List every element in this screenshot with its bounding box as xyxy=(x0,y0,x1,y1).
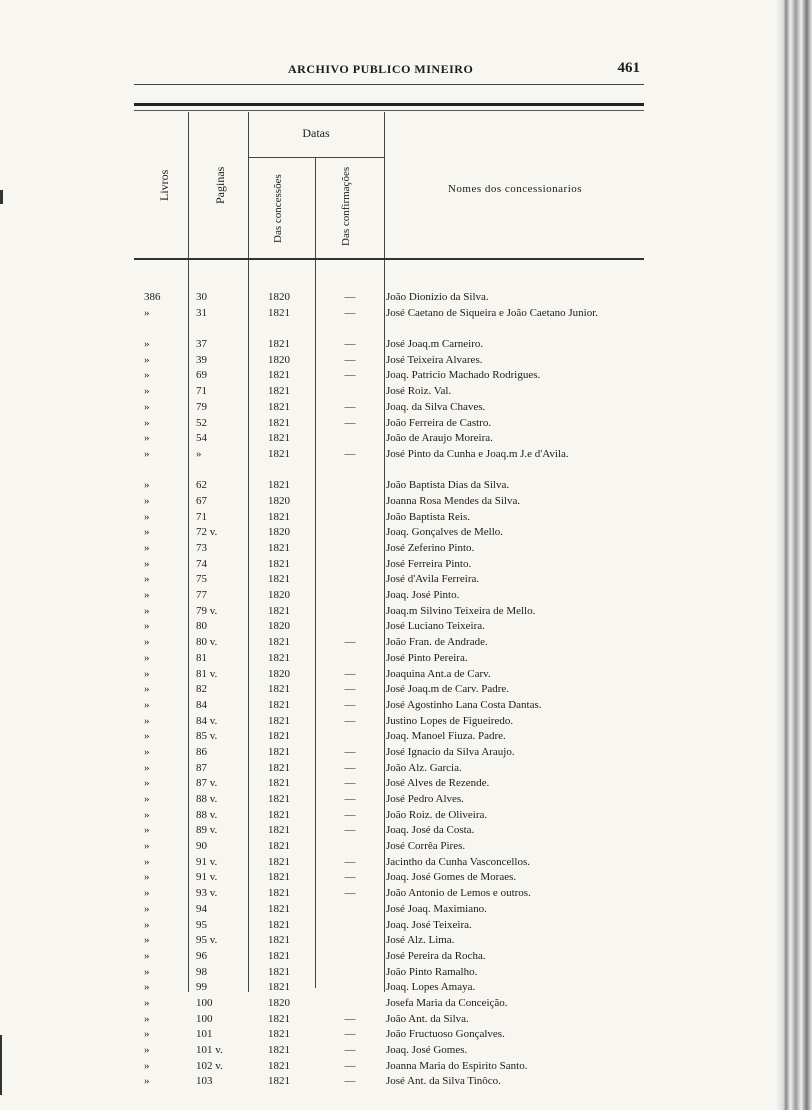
cell-pagina: 100 xyxy=(196,996,213,1009)
table-row xyxy=(140,494,660,510)
cell-livro: » xyxy=(144,526,150,539)
cell-nome: Joaq. Lopes Amaya. xyxy=(386,981,476,994)
cell-concessao: 1820 xyxy=(268,353,290,366)
cell-nome: João Dionizio da Silva. xyxy=(386,291,489,303)
cell-livro: » xyxy=(144,385,150,398)
cell-livro: » xyxy=(144,1044,150,1057)
cell-concessao: 1821 xyxy=(268,855,290,868)
cell-pagina: 100 xyxy=(196,1012,213,1025)
cell-livro: » xyxy=(144,996,150,1009)
cell-livro: » xyxy=(144,306,150,319)
cell-pagina: 89 v. xyxy=(196,824,218,837)
cell-livro: » xyxy=(144,400,150,413)
cell-concessao: 1821 xyxy=(268,683,290,696)
table-header-rule xyxy=(134,258,644,260)
table-row xyxy=(140,1074,660,1090)
cell-livro: » xyxy=(144,761,150,774)
cell-nome: João Alz. Garcia. xyxy=(386,761,462,774)
cell-pagina: 81 xyxy=(196,651,207,664)
cell-nome: José Agostinho Lana Costa Dantas. xyxy=(386,698,542,711)
cell-livro: » xyxy=(144,714,150,727)
cell-pagina: 79 xyxy=(196,400,207,413)
cell-concessao: 1820 xyxy=(268,494,290,507)
table-row xyxy=(140,776,660,792)
cell-nome: José Caetano de Siqueira e João Caetano Junior. xyxy=(386,306,599,319)
table-row xyxy=(140,698,660,714)
cell-livro: » xyxy=(144,887,150,900)
cell-concessao: 1821 xyxy=(268,761,290,774)
cell-concessao: 1821 xyxy=(268,400,290,413)
table-row xyxy=(140,541,660,557)
cell-livro: » xyxy=(144,510,150,523)
cell-nome: José Roiz. Val. xyxy=(386,385,452,398)
cell-nome: Joaq.m Silvino Teixeira de Mello. xyxy=(386,604,536,617)
cell-livro: » xyxy=(144,793,150,806)
cell-confirmacao: — xyxy=(344,416,356,429)
cell-concessao: 1820 xyxy=(268,996,290,1009)
cell-nome: José Pinto Pereira. xyxy=(386,651,468,664)
cell-livro: » xyxy=(144,1075,150,1088)
table-row xyxy=(140,431,660,447)
cell-livro: » xyxy=(144,338,150,351)
cell-livro: » xyxy=(144,840,150,853)
cell-confirmacao: — xyxy=(344,400,356,413)
table-row xyxy=(140,619,660,635)
cell-livro: » xyxy=(144,432,150,445)
cell-pagina: 54 xyxy=(196,432,207,445)
cell-concessao: 1821 xyxy=(268,573,290,586)
cell-livro: » xyxy=(144,604,150,617)
cell-nome: João Ant. da Silva. xyxy=(386,1012,469,1025)
cell-concessao: 1821 xyxy=(268,698,290,711)
header-datas: Datas xyxy=(302,126,330,140)
cell-pagina: 80 v. xyxy=(196,636,218,649)
table-row xyxy=(140,400,660,416)
cell-confirmacao: — xyxy=(344,761,356,774)
cell-livro: » xyxy=(144,589,150,602)
cell-concessao: 1821 xyxy=(268,745,290,758)
cell-livro: » xyxy=(144,651,150,664)
cell-pagina: 39 xyxy=(196,353,207,366)
cell-concessao: 1821 xyxy=(268,887,290,900)
table-row xyxy=(140,588,660,604)
cell-nome: João Baptista Reis. xyxy=(386,510,471,523)
cell-nome: Joaq. José Gomes. xyxy=(386,1044,468,1057)
cell-concessao: 1821 xyxy=(268,965,290,978)
cell-concessao: 1821 xyxy=(268,432,290,445)
cell-pagina: 30 xyxy=(196,291,207,303)
cell-livro: » xyxy=(144,902,150,915)
cell-confirmacao: — xyxy=(344,793,356,806)
header-concessoes: Das concessões xyxy=(272,174,284,244)
cell-concessao: 1821 xyxy=(268,714,290,727)
cell-concessao: 1821 xyxy=(268,1012,290,1025)
cell-concessao: 1821 xyxy=(268,1059,290,1072)
cell-concessao: 1821 xyxy=(268,651,290,664)
cell-pagina: 101 v. xyxy=(196,1044,223,1057)
cell-concessao: 1821 xyxy=(268,808,290,821)
cell-nome: José Teixeira Alvares. xyxy=(386,353,483,366)
table-row xyxy=(140,1043,660,1059)
cell-concessao: 1821 xyxy=(268,510,290,523)
cell-livro: » xyxy=(144,1059,150,1072)
cell-confirmacao: — xyxy=(344,1012,356,1025)
table-top-rule xyxy=(134,103,644,106)
cell-livro: » xyxy=(144,557,150,570)
cell-concessao: 1821 xyxy=(268,840,290,853)
cell-pagina: 95 v. xyxy=(196,934,218,947)
cell-nome: João Antonio de Lemos e outros. xyxy=(386,887,531,900)
table-row xyxy=(140,996,660,1012)
cell-livro: » xyxy=(144,494,150,507)
cell-pagina: 72 v. xyxy=(196,526,218,539)
cell-nome: Joaq. Manoel Fiuza. Padre. xyxy=(386,730,506,743)
table-row xyxy=(140,761,660,777)
cell-livro: » xyxy=(144,730,150,743)
running-head xyxy=(140,62,640,82)
cell-nome: José Joaq.m de Carv. Padre. xyxy=(386,683,510,696)
table-row xyxy=(140,604,660,620)
cell-nome: João Roiz. de Oliveira. xyxy=(386,808,488,821)
table-row xyxy=(140,635,660,651)
table-row xyxy=(140,933,660,949)
cell-pagina: 101 xyxy=(196,1028,213,1041)
cell-livro: » xyxy=(144,981,150,994)
table-row xyxy=(140,557,660,573)
table-row xyxy=(140,572,660,588)
cell-confirmacao: — xyxy=(344,698,356,711)
cell-nome: João de Araujo Moreira. xyxy=(386,432,493,445)
table-row xyxy=(140,510,660,526)
header-livros: Livros xyxy=(157,169,171,201)
cell-nome: João Fructuoso Gonçalves. xyxy=(386,1028,505,1041)
cell-concessao: 1821 xyxy=(268,1028,290,1041)
cell-nome: João Baptista Dias da Silva. xyxy=(386,479,510,492)
table-row xyxy=(140,965,660,981)
margin-mark xyxy=(0,190,3,204)
cell-concessao: 1821 xyxy=(268,542,290,555)
cell-nome: João Ferreira de Castro. xyxy=(386,416,492,429)
cell-nome: José Joaq.m Carneiro. xyxy=(386,338,484,351)
cell-concessao: 1821 xyxy=(268,902,290,915)
table-row xyxy=(140,902,660,918)
cell-nome: José Ant. da Silva Tinôco. xyxy=(386,1075,501,1088)
header-rule xyxy=(134,84,644,85)
book-spine-edge xyxy=(776,0,812,1110)
cell-livro: » xyxy=(144,353,150,366)
cell-concessao: 1820 xyxy=(268,620,290,633)
cell-nome: Joaq. José Pinto. xyxy=(386,589,460,602)
cell-pagina: 96 xyxy=(196,949,207,962)
table-body xyxy=(140,290,660,1090)
cell-livro: » xyxy=(144,965,150,978)
header-confirmacoes: Das confirmações xyxy=(340,166,352,246)
cell-pagina: 73 xyxy=(196,542,207,555)
cell-confirmacao: — xyxy=(344,1044,356,1057)
cell-livro: » xyxy=(144,1012,150,1025)
table-row xyxy=(140,886,660,902)
cell-concessao: 1821 xyxy=(268,793,290,806)
cell-livro: » xyxy=(144,777,150,790)
cell-nome: Joaq. Patricio Machado Rodrigues. xyxy=(386,369,541,382)
cell-livro: » xyxy=(144,667,150,680)
table-row xyxy=(140,1012,660,1028)
cell-nome: José Zeferino Pinto. xyxy=(386,542,475,555)
cell-pagina: 88 v. xyxy=(196,793,218,806)
table-row xyxy=(140,980,660,996)
table-row xyxy=(140,525,660,541)
cell-pagina: 31 xyxy=(196,306,207,319)
table-row xyxy=(140,290,660,306)
cell-concessao: 1820 xyxy=(268,291,290,303)
cell-nome: Joanna Rosa Mendes da Silva. xyxy=(386,494,521,507)
cell-concessao: 1821 xyxy=(268,949,290,962)
cell-confirmacao: — xyxy=(344,683,356,696)
cell-livro: » xyxy=(144,871,150,884)
cell-confirmacao: — xyxy=(344,871,356,884)
cell-concessao: 1821 xyxy=(268,447,290,460)
cell-concessao: 1821 xyxy=(268,1075,290,1088)
cell-pagina: 86 xyxy=(196,745,207,758)
cell-pagina: 81 v. xyxy=(196,667,218,680)
cell-livro: » xyxy=(144,808,150,821)
cell-confirmacao: — xyxy=(344,338,356,351)
table-row xyxy=(140,337,660,353)
table-top-rule-thin xyxy=(134,110,644,111)
cell-concessao: 1821 xyxy=(268,824,290,837)
cell-concessao: 1821 xyxy=(268,730,290,743)
cell-livro: » xyxy=(144,542,150,555)
cell-nome: Joanna Maria do Espirito Santo. xyxy=(386,1059,528,1072)
cell-livro: » xyxy=(144,1028,150,1041)
cell-livro: » xyxy=(144,745,150,758)
cell-nome: Joaq. José da Costa. xyxy=(386,824,475,837)
cell-confirmacao: — xyxy=(344,855,356,868)
cell-nome: João Fran. de Andrade. xyxy=(386,636,488,649)
cell-confirmacao: — xyxy=(344,714,356,727)
cell-pagina: 80 xyxy=(196,620,207,633)
table-row xyxy=(140,353,660,369)
cell-nome: Joaq. da Silva Chaves. xyxy=(386,400,486,413)
cell-nome: José Alves de Rezende. xyxy=(386,777,490,790)
cell-livro: » xyxy=(144,573,150,586)
cell-confirmacao: — xyxy=(344,636,356,649)
cell-livro: » xyxy=(144,934,150,947)
table-row xyxy=(140,855,660,871)
cell-pagina: 87 xyxy=(196,761,207,774)
cell-nome: José Joaq. Maximiano. xyxy=(386,902,487,915)
cell-confirmacao: — xyxy=(344,306,356,319)
cell-confirmacao: — xyxy=(344,667,356,680)
cell-concessao: 1821 xyxy=(268,338,290,351)
table-row xyxy=(140,918,660,934)
cell-confirmacao: — xyxy=(344,777,356,790)
table-row xyxy=(140,729,660,745)
cell-livro: 386 xyxy=(144,291,161,303)
cell-concessao: 1821 xyxy=(268,604,290,617)
cell-nome: Jacintho da Cunha Vasconcellos. xyxy=(386,855,530,868)
header-nomes: Nomes dos concessionarios xyxy=(447,183,583,195)
cell-pagina: 93 v. xyxy=(196,887,218,900)
cell-nome: Justino Lopes de Figueiredo. xyxy=(386,714,514,727)
cell-nome: João Pinto Ramalho. xyxy=(386,965,478,978)
cell-nome: José Ferreira Pinto. xyxy=(386,557,472,570)
cell-confirmacao: — xyxy=(344,745,356,758)
cell-pagina: 71 xyxy=(196,385,207,398)
cell-livro: » xyxy=(144,479,150,492)
cell-pagina: 102 v. xyxy=(196,1059,223,1072)
cell-nome: José Alz. Lima. xyxy=(386,934,455,947)
cell-confirmacao: — xyxy=(344,353,356,366)
cell-nome: Joaq. José Teixeira. xyxy=(386,918,472,931)
cell-pagina: 88 v. xyxy=(196,808,218,821)
cell-livro: » xyxy=(144,698,150,711)
cell-livro: » xyxy=(144,447,150,460)
cell-pagina: 74 xyxy=(196,557,207,570)
cell-livro: » xyxy=(144,824,150,837)
cell-pagina: 95 xyxy=(196,918,207,931)
cell-pagina: 37 xyxy=(196,338,207,351)
cell-pagina: 99 xyxy=(196,981,207,994)
cell-nome: José Corrêa Pires. xyxy=(386,840,466,853)
cell-livro: » xyxy=(144,636,150,649)
cell-confirmacao: — xyxy=(344,291,356,303)
cell-nome: José Ignacio da Silva Araujo. xyxy=(386,745,515,758)
cell-concessao: 1821 xyxy=(268,636,290,649)
cell-concessao: 1821 xyxy=(268,416,290,429)
cell-pagina: 62 xyxy=(196,479,207,492)
cell-concessao: 1820 xyxy=(268,589,290,602)
cell-confirmacao: — xyxy=(344,369,356,382)
table-row xyxy=(140,651,660,667)
cell-pagina: » xyxy=(196,447,202,460)
cell-pagina: 91 v. xyxy=(196,855,218,868)
cell-pagina: 98 xyxy=(196,965,207,978)
table-row xyxy=(140,447,660,478)
cell-livro: » xyxy=(144,683,150,696)
cell-pagina: 75 xyxy=(196,573,207,586)
cell-confirmacao: — xyxy=(344,1059,356,1072)
table-row xyxy=(140,384,660,400)
cell-nome: Joaq. José Gomes de Moraes. xyxy=(386,871,517,884)
cell-nome: José Luciano Teixeira. xyxy=(386,620,485,633)
cell-pagina: 79 v. xyxy=(196,604,218,617)
cell-pagina: 90 xyxy=(196,840,207,853)
cell-concessao: 1821 xyxy=(268,871,290,884)
cell-nome: José Pedro Alves. xyxy=(386,793,464,806)
table-row xyxy=(140,792,660,808)
cell-livro: » xyxy=(144,855,150,868)
cell-concessao: 1820 xyxy=(268,667,290,680)
cell-confirmacao: — xyxy=(344,887,356,900)
page-title: ARCHIVO PUBLICO MINEIRO xyxy=(288,62,474,76)
cell-pagina: 84 v. xyxy=(196,714,218,727)
cell-nome: Joaquina Ant.a de Carv. xyxy=(386,667,491,680)
cell-confirmacao: — xyxy=(344,447,356,460)
table-row xyxy=(140,306,660,337)
margin-mark xyxy=(0,1035,2,1095)
cell-livro: » xyxy=(144,949,150,962)
page-number: 461 xyxy=(617,60,640,76)
cell-concessao: 1821 xyxy=(268,479,290,492)
cell-livro: » xyxy=(144,918,150,931)
cell-pagina: 52 xyxy=(196,416,207,429)
cell-nome: José d'Avila Ferreira. xyxy=(386,573,480,586)
cell-pagina: 77 xyxy=(196,589,207,602)
table-row xyxy=(140,808,660,824)
cell-concessao: 1821 xyxy=(268,918,290,931)
cell-pagina: 67 xyxy=(196,494,207,507)
table-row xyxy=(140,745,660,761)
datas-subheader-rule xyxy=(248,157,384,158)
cell-pagina: 84 xyxy=(196,698,207,711)
cell-concessao: 1821 xyxy=(268,777,290,790)
cell-nome: Joaq. Gonçalves de Mello. xyxy=(386,526,503,539)
table-row xyxy=(140,839,660,855)
cell-concessao: 1821 xyxy=(268,981,290,994)
cell-pagina: 69 xyxy=(196,369,207,382)
cell-concessao: 1821 xyxy=(268,1044,290,1057)
table-row xyxy=(140,714,660,730)
cell-nome: José Pinto da Cunha e Joaq.m J.e d'Avila. xyxy=(386,447,569,460)
table-row xyxy=(140,682,660,698)
table-row xyxy=(140,667,660,683)
cell-pagina: 103 xyxy=(196,1075,213,1088)
table-row xyxy=(140,478,660,494)
cell-livro: » xyxy=(144,369,150,382)
cell-pagina: 94 xyxy=(196,902,207,915)
table-row xyxy=(140,1027,660,1043)
cell-concessao: 1821 xyxy=(268,557,290,570)
table-row xyxy=(140,823,660,839)
cell-nome: José Pereira da Rocha. xyxy=(386,949,486,962)
table-row xyxy=(140,949,660,965)
cell-concessao: 1821 xyxy=(268,385,290,398)
table-row xyxy=(140,1059,660,1075)
cell-confirmacao: — xyxy=(344,808,356,821)
cell-pagina: 87 v. xyxy=(196,777,218,790)
cell-livro: » xyxy=(144,620,150,633)
cell-pagina: 91 v. xyxy=(196,871,218,884)
cell-pagina: 85 v. xyxy=(196,730,218,743)
cell-pagina: 71 xyxy=(196,510,207,523)
header-paginas: Paginas xyxy=(213,166,227,204)
cell-concessao: 1820 xyxy=(268,526,290,539)
cell-confirmacao: — xyxy=(344,1075,356,1088)
table-row xyxy=(140,416,660,432)
cell-confirmacao: — xyxy=(344,824,356,837)
cell-livro: » xyxy=(144,416,150,429)
table-row xyxy=(140,870,660,886)
cell-concessao: 1821 xyxy=(268,306,290,319)
cell-nome: Josefa Maria da Conceição. xyxy=(386,996,508,1009)
cell-concessao: 1821 xyxy=(268,369,290,382)
table-row xyxy=(140,368,660,384)
cell-concessao: 1821 xyxy=(268,934,290,947)
cell-pagina: 82 xyxy=(196,683,207,696)
cell-confirmacao: — xyxy=(344,1028,356,1041)
